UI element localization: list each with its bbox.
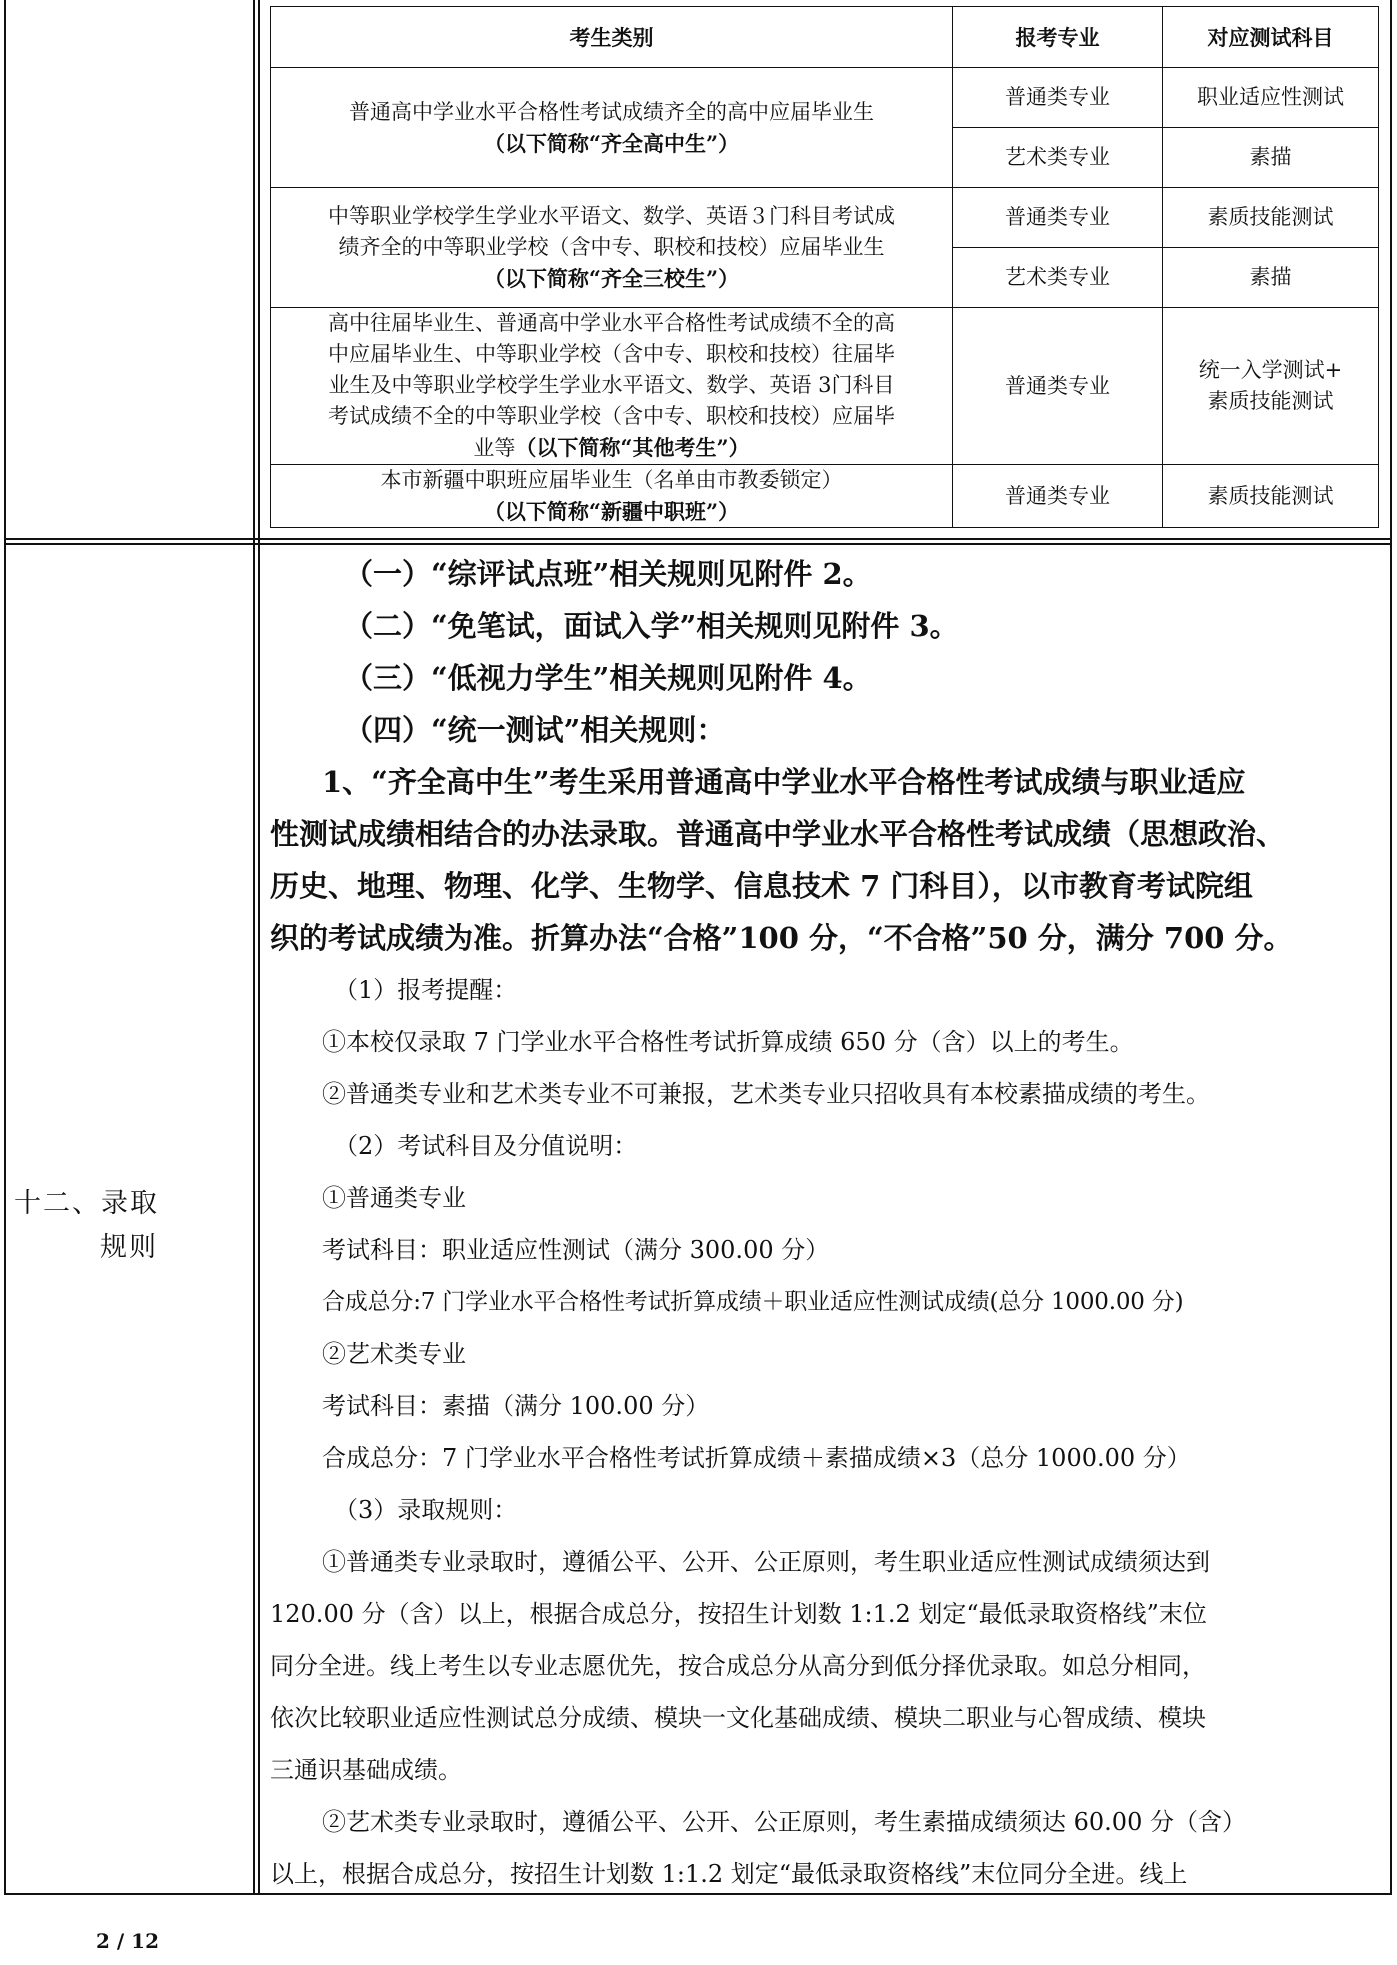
header-subject: 对应测试科目 — [1163, 7, 1379, 68]
subject-cell: 素质技能测试 — [1163, 188, 1379, 248]
category-text: 业生及中等职业学校学生学业水平语文、数学、英语 3门科目 — [328, 373, 895, 397]
category-text: 中等职业学校学生学业水平语文、数学、英语３门科目考试成 — [328, 204, 895, 228]
reminder-item: ①本校仅录取 7 门学业水平合格性考试折算成绩 650 分（含）以上的考生。 — [322, 1028, 1134, 1056]
category-alias: （以下简称“齐全高中生”） — [483, 130, 740, 156]
rule-item: （一）“综评试点班”相关规则见附件 2。 — [344, 557, 872, 591]
major-cell: 普通类专业 — [953, 465, 1163, 528]
row-divider — [4, 538, 1392, 540]
section-label — [14, 1182, 254, 1270]
subject-cell: 素描 — [1163, 128, 1379, 188]
rules-title: （3）录取规则： — [334, 1496, 518, 1524]
general-exam-subject: 考试科目：职业适应性测试（满分 300.00 分） — [322, 1236, 830, 1264]
rule-line: 三通识基础成绩。 — [270, 1756, 462, 1784]
category-text: 业等 — [473, 436, 516, 460]
category-cell — [271, 68, 953, 188]
reminder-item: ②普通类专业和艺术类专业不可兼报，艺术类专业只招收具有本校素描成绩的考生。 — [322, 1080, 1210, 1108]
subject-text: 统一入学测试+ — [1198, 358, 1343, 382]
header-category: 考生类别 — [271, 7, 953, 68]
subject-cell — [1163, 308, 1379, 465]
major-cell: 艺术类专业 — [953, 248, 1163, 308]
rule-line: 依次比较职业适应性测试总分成绩、模块一文化基础成绩、模块二职业与心智成绩、模块 — [270, 1704, 1206, 1732]
category-cell — [271, 465, 953, 528]
paragraph-line: 性测试成绩相结合的办法录取。普通高中学业水平合格性考试成绩（思想政治、 — [270, 817, 1286, 851]
section-content — [270, 548, 1380, 1900]
rule-line: 以上，根据合成总分，按招生计划数 1:1.2 划定“最低录取资格线”末位同分全进。线上 — [270, 1860, 1188, 1888]
subject-cell: 职业适应性测试 — [1163, 68, 1379, 128]
reminder-title: （1）报考提醒： — [334, 976, 518, 1004]
category-alias: （以下简称“其他考生”） — [515, 435, 750, 460]
subject-cell: 素质技能测试 — [1163, 465, 1379, 528]
subject-cell: 素描 — [1163, 248, 1379, 308]
category-table — [270, 6, 1379, 528]
major-cell: 普通类专业 — [953, 188, 1163, 248]
section-label-line1: 十二、录取 — [14, 1188, 159, 1219]
general-total-score: 合成总分:7 门学业水平合格性考试折算成绩＋职业适应性测试成绩(总分 1000.00 分) — [322, 1289, 1184, 1315]
page-number: 2 / 12 — [96, 1929, 159, 1953]
category-alias: （以下简称“齐全三校生”） — [483, 266, 740, 291]
category-text: 普通高中学业水平合格性考试成绩齐全的高中应届毕业生 — [349, 99, 874, 124]
table-row — [271, 188, 1379, 248]
major-cell: 普通类专业 — [953, 68, 1163, 128]
category-cell — [271, 308, 953, 465]
major-cell: 普通类专业 — [953, 308, 1163, 465]
subjects-title: （2）考试科目及分值说明： — [334, 1132, 638, 1160]
header-major: 报考专业 — [953, 7, 1163, 68]
category-text: 本市新疆中职班应届毕业生（名单由市教委锁定） — [380, 468, 843, 492]
category-text: 绩齐全的中等职业学校（含中专、职校和技校）应届毕业生 — [338, 235, 885, 259]
rule-line: ①普通类专业录取时，遵循公平、公开、公正原则，考生职业适应性测试成绩须达到 — [322, 1548, 1210, 1576]
art-major-title: ②艺术类专业 — [322, 1340, 466, 1368]
paragraph-line: 织的考试成绩为准。折算办法“合格”100 分，“不合格”50 分，满分 700 分。 — [270, 921, 1293, 955]
category-alias: （以下简称“新疆中职班”） — [483, 499, 740, 524]
section-label-line2: 规则 — [100, 1232, 158, 1263]
rule-line: ②艺术类专业录取时，遵循公平、公开、公正原则，考生素描成绩须达 60.00 分（含） — [322, 1808, 1246, 1836]
table-row — [271, 308, 1379, 465]
rule-line: 同分全进。线上考生以专业志愿优先，按合成总分从高分到低分择优录取。如总分相同， — [270, 1652, 1206, 1680]
table-header-row — [271, 7, 1379, 68]
row-divider — [4, 543, 1392, 545]
column-divider — [253, 0, 255, 1895]
paragraph-line: 历史、地理、物理、化学、生物学、信息技术 7 门科目），以市教育考试院组 — [270, 869, 1253, 903]
category-text: 中应届毕业生、中等职业学校（含中专、职校和技校）往届毕 — [328, 342, 895, 366]
art-total-score: 合成总分：7 门学业水平合格性考试折算成绩＋素描成绩×3（总分 1000.00 分） — [322, 1444, 1191, 1472]
table-row — [271, 68, 1379, 128]
category-text: 考试成绩不全的中等职业学校（含中专、职校和技校）应届毕 — [328, 404, 895, 428]
major-cell: 艺术类专业 — [953, 128, 1163, 188]
rule-item: （二）“免笔试，面试入学”相关规则见附件 3。 — [344, 609, 959, 643]
paragraph-line: 1、“齐全高中生”考生采用普通高中学业水平合格性考试成绩与职业适应 — [322, 765, 1246, 799]
column-divider — [258, 0, 260, 1895]
category-text-last — [277, 432, 946, 464]
subject-text: 素质技能测试 — [1207, 389, 1334, 413]
rule-item: （四）“统一测试”相关规则： — [344, 713, 726, 747]
art-exam-subject: 考试科目：素描（满分 100.00 分） — [322, 1392, 710, 1420]
general-major-title: ①普通类专业 — [322, 1184, 466, 1212]
rule-item: （三）“低视力学生”相关规则见附件 4。 — [344, 661, 872, 695]
category-text: 高中往届毕业生、普通高中学业水平合格性考试成绩不全的高 — [328, 311, 895, 335]
rule-line: 120.00 分（含）以上，根据合成总分，按招生计划数 1:1.2 划定“最低录取资格线”末位 — [270, 1600, 1207, 1628]
category-cell — [271, 188, 953, 308]
table-row — [271, 465, 1379, 528]
